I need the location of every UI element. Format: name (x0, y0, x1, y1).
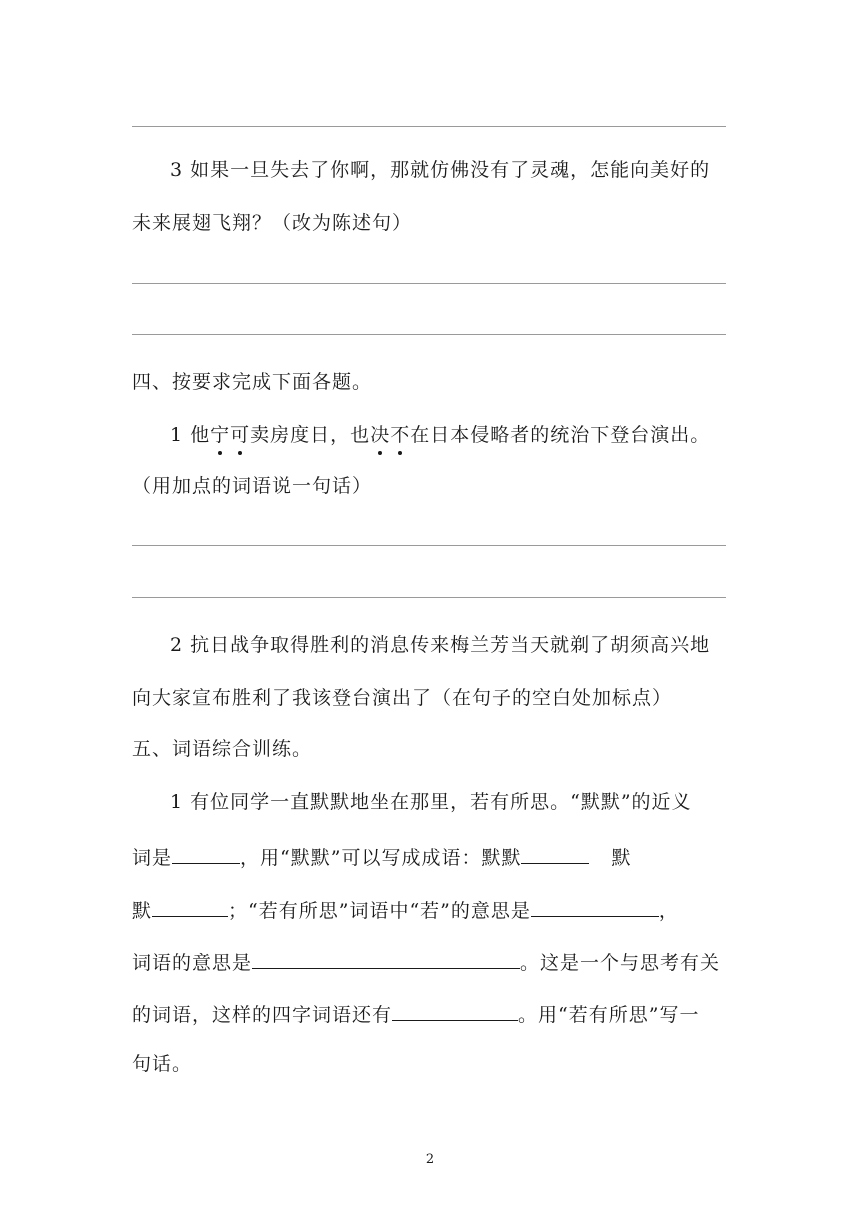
emphasis-char: 宁 (210, 424, 231, 446)
q3-3-line1: 3 如果一旦失去了你啊，那就仿佛没有了灵魂，怎能向美好的 (170, 159, 711, 181)
fill-blank[interactable] (152, 896, 228, 917)
fill-blank[interactable] (521, 843, 589, 864)
emphasis-char: 可 (230, 424, 251, 446)
s4-q1-text-c: 在日本侵略者的统治下登台演出。 (410, 424, 711, 446)
fill-blank[interactable] (252, 948, 520, 969)
fill-blank[interactable] (172, 843, 240, 864)
s5-q1-line5: 的词语，这样的四字词语还有 。用“若有所思”写一 (132, 1000, 699, 1027)
s5-q1-line1: 1 有位同学一直默默地坐在那里，若有所思。“默默”的近义 (170, 791, 692, 813)
fill-blank[interactable] (531, 896, 659, 917)
section4-heading: 四、按要求完成下面各题。 (132, 371, 373, 393)
s4-q2-line1: 2 抗日战争取得胜利的消息传来梅兰芳当天就剃了胡须高兴地 (170, 634, 711, 656)
answer-line-3 (132, 334, 726, 335)
section5-heading: 五、词语综合训练。 (132, 738, 313, 760)
page-number: 2 (425, 1152, 435, 1167)
emphasis-char: 决 (370, 424, 391, 446)
s4-q2-line2: 向大家宣布胜利了我该登台演出了（在句子的空白处加标点） (132, 687, 673, 709)
s4-q1-text-b: 卖房度日，也 (250, 424, 371, 446)
answer-line-1 (132, 126, 726, 127)
s4-q1-line1 (170, 423, 710, 447)
s5-q1-line2: 词是 ，用“默默”可以写成成语：默默 默 (132, 843, 631, 870)
answer-line-5 (132, 597, 726, 598)
q3-3-line2: 未来展翅飞翔？（改为陈述句） (132, 212, 413, 234)
s4-q1-line2: （用加点的词语说一句话） (132, 475, 373, 497)
answer-line-2 (132, 283, 726, 284)
s5-q1-line3: 默 ；“若有所思”词语中“若”的意思是 ， (132, 896, 679, 923)
s5-q1-line4: 词语的意思是 。这是一个与思考有关 (132, 948, 720, 975)
s4-q1-text-a: 1 他 (170, 424, 211, 446)
s5-q1-line6: 句话。 (132, 1053, 193, 1075)
fill-blank[interactable] (392, 1000, 518, 1021)
answer-line-4 (132, 545, 726, 546)
emphasis-char: 不 (390, 424, 411, 446)
